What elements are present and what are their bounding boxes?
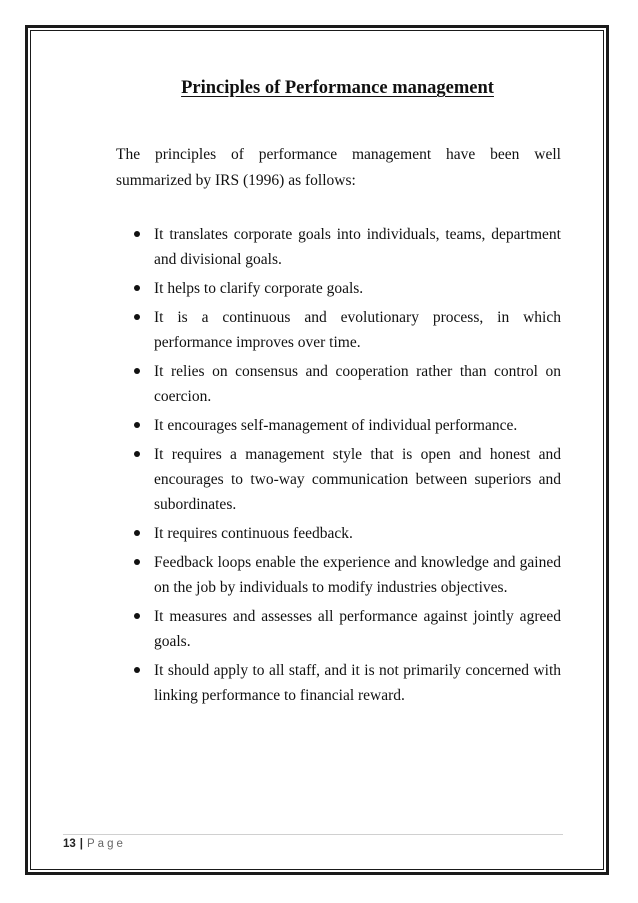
bullet-icon: [134, 314, 140, 320]
bullet-icon: [134, 368, 140, 374]
bullet-icon: [134, 559, 140, 565]
list-item: [154, 276, 561, 301]
bullet-icon: [134, 667, 140, 673]
list-item-text: It measures and assesses all performance against jointly agreed goals.: [154, 608, 561, 650]
bullet-icon: [134, 231, 140, 237]
list-item: [154, 521, 561, 546]
list-item-text: It encourages self-management of individual performance.: [154, 417, 518, 434]
list-item-text: It helps to clarify corporate goals.: [154, 280, 364, 297]
bullet-icon: [134, 451, 140, 457]
list-item: [154, 359, 561, 409]
page-footer: [63, 838, 126, 850]
page-word: Page: [87, 838, 126, 850]
list-item-text: It relies on consensus and cooperation rather than control on coercion.: [154, 363, 561, 405]
page-title: Principles of Performance management: [181, 78, 494, 98]
list-item: [154, 413, 561, 438]
list-item: [154, 442, 561, 517]
principles-list: [154, 222, 561, 712]
page-number: 13: [63, 838, 76, 850]
intro-paragraph: The principles of performance management have been well summarized by IRS (1996) as follows:: [116, 146, 561, 189]
list-item: [154, 658, 561, 708]
bullet-icon: [134, 285, 140, 291]
bullet-icon: [134, 530, 140, 536]
list-item: [154, 305, 561, 355]
list-item-text: It translates corporate goals into individuals, teams, department and divisional goals.: [154, 226, 561, 268]
list-item: [154, 550, 561, 600]
list-item-text: It requires continuous feedback.: [154, 525, 353, 542]
list-item-text: It requires a management style that is open and honest and encourages to two-way communication between superiors and subordinates.: [154, 446, 561, 513]
list-item-text: It is a continuous and evolutionary process, in which performance improves over time.: [154, 309, 561, 351]
list-item: [154, 604, 561, 654]
list-item: [154, 222, 561, 272]
footer-divider: [63, 834, 563, 835]
list-item-text: It should apply to all staff, and it is not primarily concerned with linking performance to financial reward.: [154, 662, 561, 704]
footer-separator: |: [79, 838, 84, 850]
list-item-text: Feedback loops enable the experience and knowledge and gained on the job by individuals to modify industries objectives.: [154, 554, 561, 596]
bullet-icon: [134, 422, 140, 428]
bullet-icon: [134, 613, 140, 619]
